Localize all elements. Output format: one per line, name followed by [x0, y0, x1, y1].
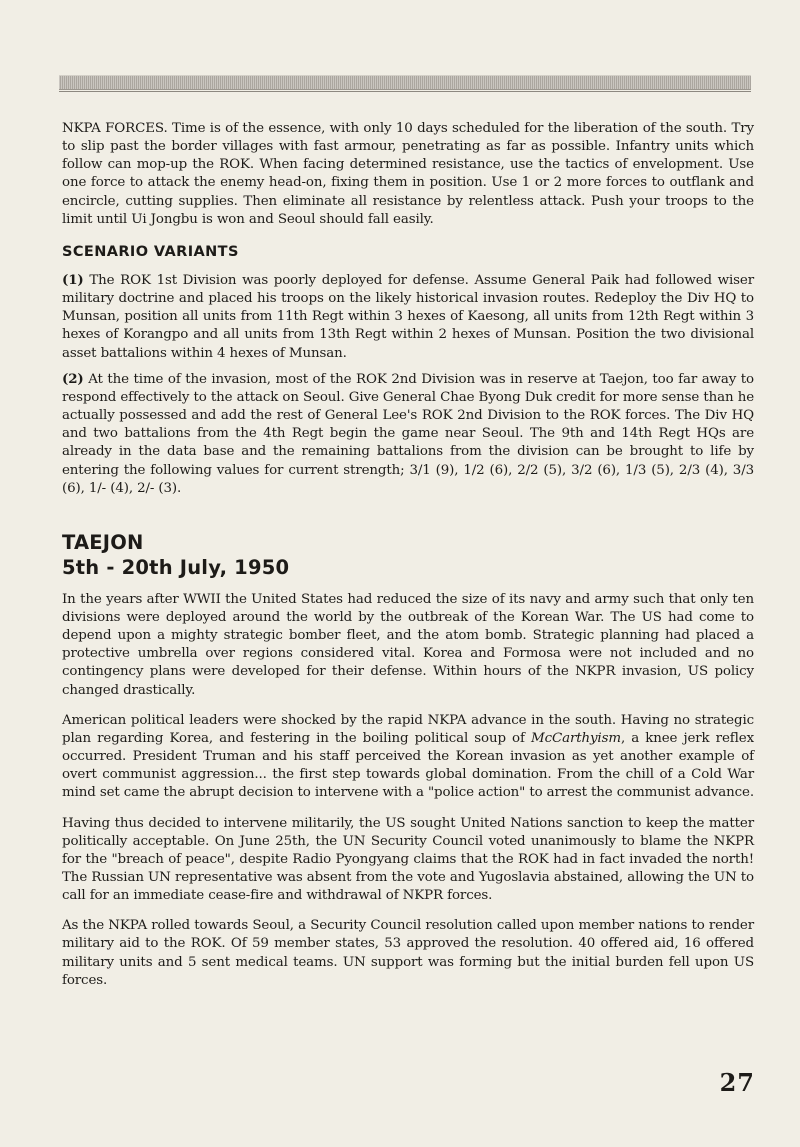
chapter-subtitle: 5th - 20th July, 1950 [62, 555, 290, 579]
spacer [62, 700, 754, 712]
page-number: 27 [719, 1068, 755, 1097]
header-band [59, 75, 751, 90]
spacer [62, 803, 754, 815]
paragraph-text: , a knee jerk reflex occurred. President Truman and his staff perceived the Korean invasion as yet another example of overt communist aggression... the first step towards global domination. From the chill of a Cold War mind set came the abrupt decision to intervene with a "police action" to arrest the communist advance. [62, 730, 755, 801]
taejon-chapter-heading [62, 530, 754, 580]
variant-text: At the time of the invasion, most of the ROK 2nd Division was in reserve at Taejon, too far away to respond effectively to the attack on Seoul. Give General Chae Byong Duk credit for more sense than he actually possessed and add the rest of General Lee's ROK 2nd Division to the ROK forces. The Div HQ and two battalions from the 4th Regt begin the game near Seoul. The 9th and 14th Regt HQs are already in the data base and the remaining battalions from the division can be brought to life by entering the following values for current strength; 3/1 (9), 1/2 (6), 2/2 (5), 3/2 (6), 1/3 (5), 2/3 (4), 3/3 (6), 1/- (4), 2/- (3). [62, 371, 754, 496]
taejon-paragraph-1: In the years after WWII the United States had reduced the size of its navy and army such that only ten divisions were deployed around the world by the outbreak of the Korean War. The US had come to depend upon a mighty strategic bomber fleet, and the atom bomb. Strategic planning had placed a protective umbrella over regions considered vital. Korea and Formosa were not included and no contingency plans were developed for their defense. Within hours of the NKPR invasion, US policy changed drastically. [62, 591, 754, 698]
variant-label: (1) [62, 271, 84, 288]
header-rule [59, 91, 751, 92]
spacer [62, 905, 754, 917]
spacer [62, 229, 754, 243]
spacer [62, 363, 754, 370]
italic-term: McCarthyism [530, 730, 621, 746]
paragraph-text: American political leaders were shocked by the rapid NKPA advance in the south. Having no strategic plan regarding Korea, and festering in the boiling political soup of [62, 712, 754, 746]
taejon-paragraph-3: Having thus decided to intervene militarily, the US sought United Nations sanction to keep the matter politically acceptable. On June 25th, the UN Security Council voted unanimously to blame the NKPR for the "breach of peace", despite Radio Pyongyang claims that the ROK had in fact invaded the north! The Russian UN representative was absent from the vote and Yugoslavia abstained, allowing the UN to call for an immediate cease-fire and withdrawal of NKPR forces. [62, 815, 754, 904]
chapter-title: TAEJON [62, 530, 144, 554]
taejon-paragraph-4: As the NKPA rolled towards Seoul, a Security Council resolution called upon member nations to render military aid to the ROK. Of 59 member states, 53 approved the resolution. 40 offered aid, 16 offered military units and 5 sent medical teams. UN support was forming but the initial burden fell upon US forces. [62, 918, 754, 988]
scenario-variant-2 [62, 370, 754, 498]
scenario-variants-heading: SCENARIO VARIANTS [62, 243, 239, 260]
taejon-paragraph-2 [62, 712, 754, 803]
variant-label: (2) [62, 370, 84, 387]
nkpa-forces-paragraph: NKPA FORCES. Time is of the essence, with only 10 days scheduled for the liberation of the south. Try to slip past the border villages with fast armour, penetrating as far as possible. Infantry units which follow can mop-up the ROK. When facing determined resistance, use the tactics of envelopment. Use one force to attack the enemy head-on, fixing them in position. Use 1 or 2 more forces to outflank and encircle, cutting supplies. Then eliminate all resistance by relentless attack. Push your troops to the limit until Ui Jongbu is won and Seoul should fall easily. [62, 121, 754, 227]
page-content [62, 120, 754, 990]
variant-text: The ROK 1st Division was poorly deployed for defense. Assume General Paik had followed wiser military doctrine and placed his troops on the likely historical invasion routes. Redeploy the Div HQ to Munsan, position all units from 11th Regt within 3 hexes of Kaesong, all units from 12th Regt within 3 hexes of Korangpo and all units from 13th Regt within 2 hexes of Munsan. Position the two divisional asset battalions within 4 hexes of Munsan. [62, 272, 754, 361]
scenario-variant-1 [62, 271, 754, 363]
